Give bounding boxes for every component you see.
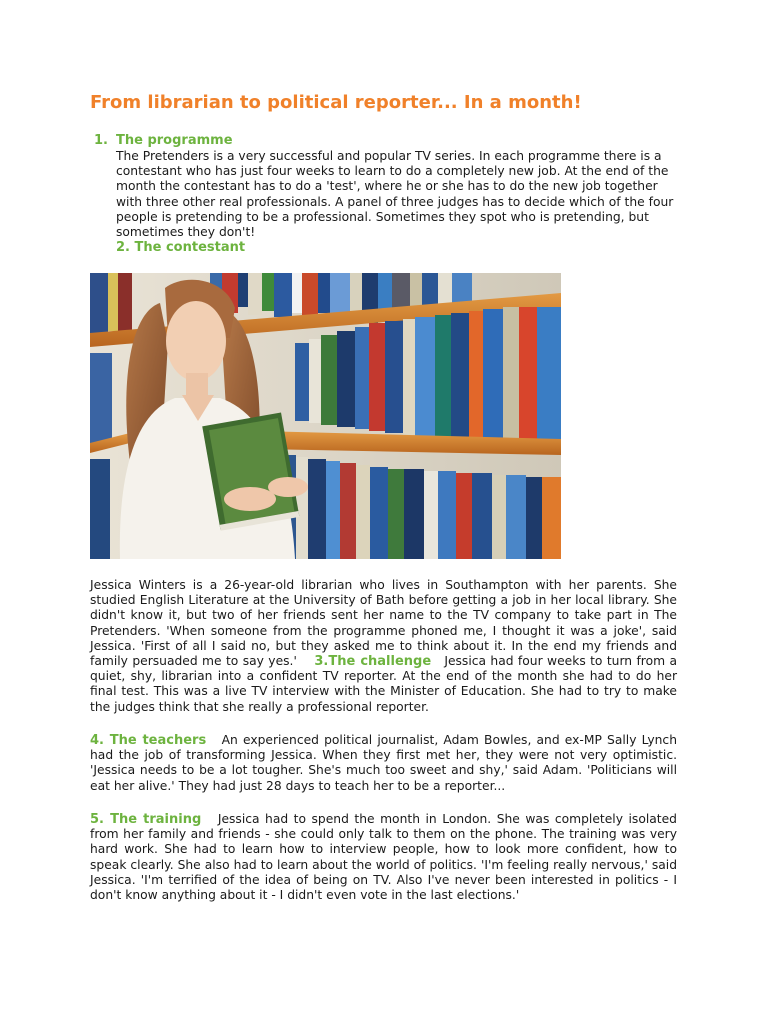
section-number: 1.	[94, 133, 108, 148]
section-heading-challenge: 3.The challenge	[314, 654, 432, 670]
section-heading-programme	[94, 133, 233, 148]
programme-paragraph: The Pretenders is a very successful and popular TV series. In each programme there is a contestant who has just four weeks to learn to do a completely new job. At the end of the month the contestant has to do a 'test', where he or she has to do the new job together with three other real professionals. A panel of three judges has to decide which of the four people is pretending to be a professional. Sometimes they spot who is pretending, but sometimes they don't!	[116, 149, 674, 240]
challenge-body: Jessica had four weeks to turn from a quiet, shy, librarian into a confident TV reporter. At the end of the month she had to do her final test. This was a live TV interview with the Minister of Education. She had to try to make the judges think that she really a professional reporter.	[90, 654, 677, 714]
article-title: From librarian to political reporter... In a month!	[90, 92, 582, 113]
teachers-paragraph	[90, 733, 677, 794]
teachers-body: An experienced political journalist, Adam Bowles, and ex-MP Sally Lynch had the job of transforming Jessica. When they first met her, they were not very optimistic. 'Jessica needs to be a lot tougher. She's much too sweet and shy,' said Adam. 'Politicians will eat her alive.' They had just 28 days to teach her to be a reporter...	[90, 733, 677, 793]
training-body: Jessica had to spend the month in London. She was completely isolated from her family and friends - she could only talk to them on the phone. The training was very hard work. She had to learn how to interview people, how to look more confident, how to speak clearly. She also had to learn about the world of politics. 'I'm feeling really nervous,' said Jessica. 'I'm terrified of the idea of being on TV. Also I've never been interested in politics - I don't know anything about it - I didn't even vote in the last elections.'	[90, 812, 677, 903]
section-heading-contestant: 2. The contestant	[116, 240, 246, 255]
contestant-body: Jessica Winters is a 26-year-old librarian who lives in Southampton with her parents. She studied English Literature at the University of Bath before getting a job in her local library. She didn't know it, but two of her friends sent her name to the TV company to take part in The Pretenders. 'When someone from the programme phoned me, I thought it was a joke', said Jessica. 'First of all I said no, but they asked me to think about it. In the end my friends and family persuaded me to say yes.'	[90, 578, 677, 669]
section-heading-teachers: 4. The teachers	[90, 733, 207, 748]
training-paragraph	[90, 812, 677, 903]
section-heading-training: 5. The training	[90, 812, 202, 827]
section-heading-label: The programme	[116, 133, 233, 148]
librarian-photo	[90, 273, 561, 559]
contestant-paragraph	[90, 578, 677, 715]
